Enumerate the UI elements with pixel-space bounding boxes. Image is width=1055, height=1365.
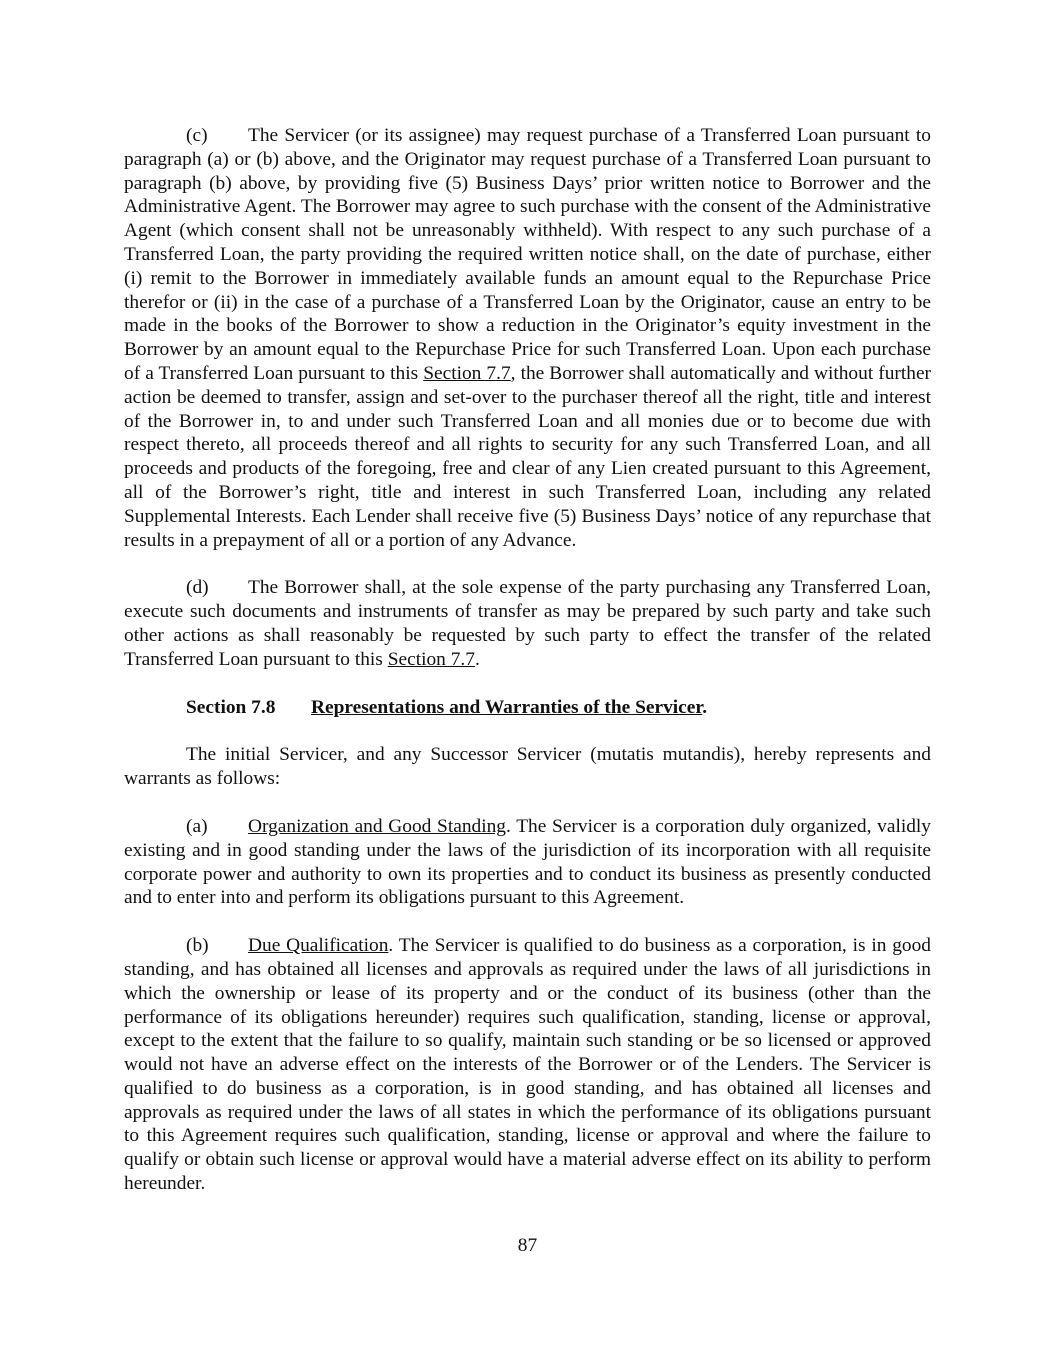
paragraph-c-section-ref: Section 7.7 <box>423 362 511 384</box>
rep-a-paragraph <box>124 815 931 910</box>
paragraph-d-text-1: The Borrower shall, at the sole expense of the party purchasing any Transferred Loan, execute such documents and instruments of transfer as may be prepared by such party and take such other actions as shall reasonably be requested by such party to effect the transfer of the related Transferred Loan pursuant to this <box>124 577 931 670</box>
intro-paragraph <box>124 743 931 791</box>
section-title-period: . <box>702 696 708 718</box>
paragraph-c-label: (c) <box>186 125 208 146</box>
paragraph-d <box>124 576 931 671</box>
section-title: Representations and Warranties of the Servicer <box>311 696 703 718</box>
paragraph-d-section-ref: Section 7.7 <box>387 648 475 670</box>
section-heading <box>124 696 931 720</box>
paragraph-c-text-1: The Servicer (or its assignee) may request purchase of a Transferred Loan pursuant to paragraph (a) or (b) above, and the Originator may request purchase of a Transferred Loan pursuant to paragraph (b) above, by providing five (5) Business Days’ prior written notice to Borrower and the Administrative Agent. The Borrower may agree to such purchase with the consent of the Administrative Agent (which consent shall not be unreasonably withheld). With respect to any such purchase of a Transferred Loan, the party providing the required written notice shall, on the date of purchase, either (i) remit to the Borrower in immediately available funds an amount equal to the Repurchase Price therefor or (ii) in the case of a purchase of a Transferred Loan by the Originator, cause an entry to be made in the books of the Borrower to show a reduction in the Originator’s equity investment in the Borrower by an amount equal to the Repurchase Price for such Transferred Loan. Upon each purchase of a Transferred Loan pursuant to this <box>124 125 931 384</box>
rep-b-text: . The Servicer is qualified to do business as a corporation, is in good standing, and has obtained all licenses and approvals as required under the laws of all jurisdictions in which the ownership or lease of its property and or the conduct of its business (other than the performance of its obligations hereunder) requires such qualification, standing, license or approval, except to the extent that the failure to so qualify, maintain such standing or be so licensed or approved would not have an adverse effect on the interests of the Borrower or of the Lenders. The Servicer is qualified to do business as a corporation, is in good standing, and has obtained all licenses and approvals as required under the laws of all states in which the performance of its obligations pursuant to this Agreement requires such qualification, standing, license or approval and where the failure to qualify or obtain such license or approval would have a material adverse effect on its ability to perform hereunder. <box>124 935 931 1195</box>
paragraph-d-text-2: . <box>474 648 480 670</box>
rep-b-label: (b) <box>186 935 209 957</box>
intro-text: The initial Servicer, and any Successor Servicer (mutatis mutandis), hereby represents and warrants as follows: <box>124 744 931 790</box>
rep-a-label: (a) <box>186 815 208 837</box>
paragraph-d-label: (d) <box>186 577 209 599</box>
section-number: Section 7.8 <box>186 696 276 718</box>
page-number: 87 <box>517 1235 538 1256</box>
rep-b-title: Due Qualification <box>248 935 389 957</box>
paragraph-c-text-2: , the Borrower shall automatically and without further action be deemed to transfer, assign and set-over to the purchaser thereof all the right, title and interest of the Borrower in, to and under such Transferred Loan and all monies due or to become due with respect thereto, all proceeds thereof and all rights to security for any such Transferred Loan, and all proceeds and products of the foregoing, free and clear of any Lien created pursuant to this Agreement, all of the Borrower’s right, title and interest in such Transferred Loan, including any related Supplemental Interests. Each Lender shall receive five (5) Business Days’ notice of any repurchase that results in a prepayment of all or a portion of any Advance. <box>124 362 932 551</box>
rep-b-paragraph <box>124 934 931 1196</box>
rep-a-title: Organization and Good Standing <box>248 815 506 837</box>
paragraph-c <box>124 124 931 552</box>
document-page <box>124 124 931 1220</box>
rep-a-text: . The Servicer is a corporation duly organized, validly existing and in good standing under the laws of the jurisdiction of its incorporation with all requisite corporate power and authority to own its properties and to conduct its business as presently conducted and to enter into and perform its obligations pursuant to this Agreement. <box>124 815 931 909</box>
